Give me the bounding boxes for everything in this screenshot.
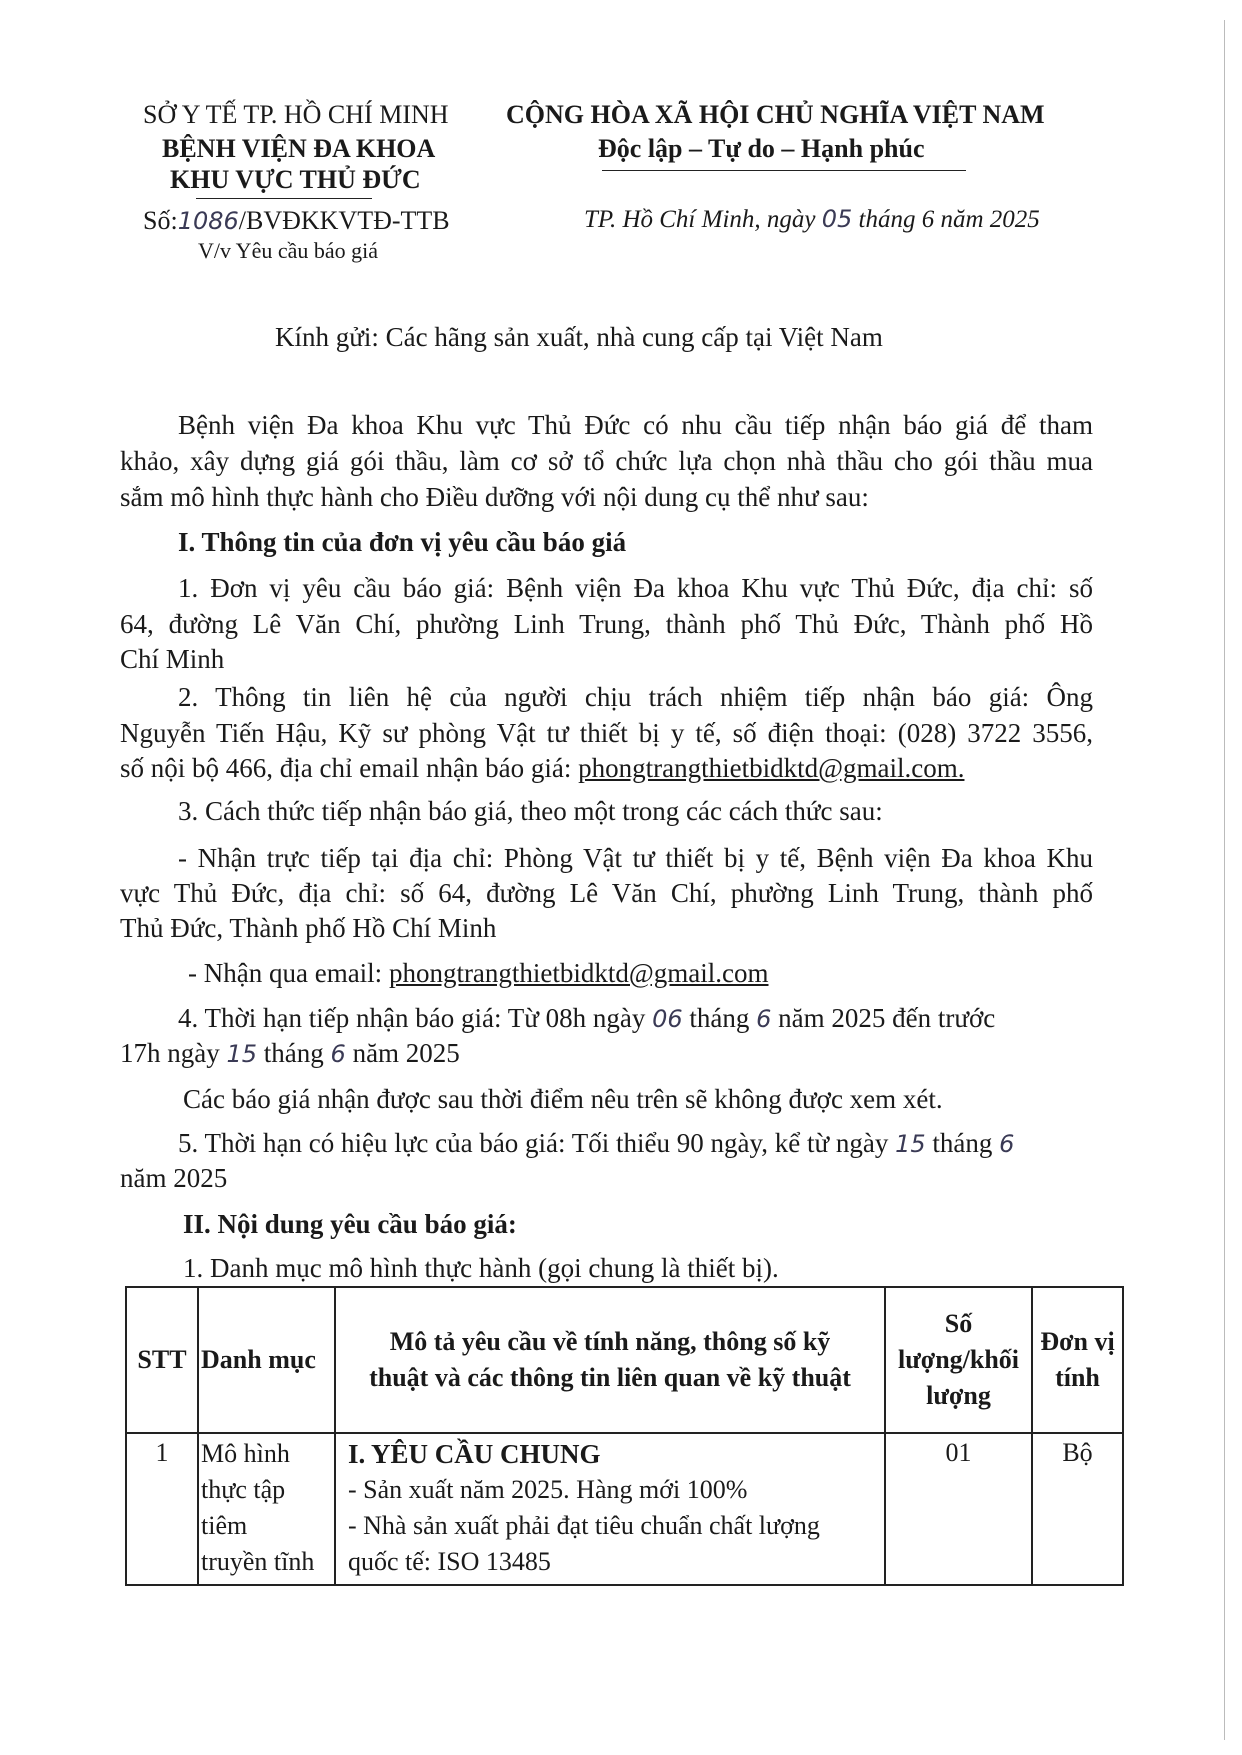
device-list-title: 1. Danh mục mô hình thực hành (gọi chung là thiết bị). bbox=[183, 1253, 779, 1283]
item-4-month-to: 6 bbox=[330, 1040, 346, 1068]
row-qty-value: 01 bbox=[945, 1438, 972, 1467]
item-1-line-1: 1. Đơn vị yêu cầu báo giá: Bệnh viện Đa khoa Khu vực Thủ Đức, địa chỉ: số bbox=[178, 573, 1093, 603]
table-row bbox=[126, 1433, 1123, 1585]
header-qty-line-2: lượng/khối bbox=[897, 1345, 1020, 1374]
header-qty-line-1: Số bbox=[944, 1309, 973, 1338]
intro-line-1: Bệnh viện Đa khoa Khu vực Thủ Đức có nhu cầu tiếp nhận báo giá để tham bbox=[178, 410, 1093, 440]
item-4-text-c: năm 2025 đến trước bbox=[778, 1003, 996, 1033]
item-3-direct-line-1: - Nhận trực tiếp tại địa chỉ: Phòng Vật tư thiết bị y tế, Bệnh viện Đa khoa Khu bbox=[178, 843, 1093, 873]
item-4-month-from: 6 bbox=[756, 1005, 772, 1033]
item-4-day-to: 15 bbox=[226, 1040, 258, 1068]
device-table bbox=[125, 1286, 1124, 1586]
row-name bbox=[198, 1433, 335, 1585]
item-4-text-d: 17h ngày bbox=[120, 1038, 220, 1068]
item-2-line-1: 2. Thông tin liên hệ của người chịu trách nhiệm tiếp nhận báo giá: Ông bbox=[178, 682, 1093, 712]
item-3-email-line bbox=[188, 958, 769, 989]
header-unit bbox=[1032, 1287, 1123, 1433]
header-unit-line-2: tính bbox=[1055, 1363, 1100, 1392]
section-1-title: I. Thông tin của đơn vị yêu cầu báo giá bbox=[178, 527, 627, 557]
row-desc-heading: I. YÊU CẦU CHUNG bbox=[348, 1439, 601, 1469]
table-header-row bbox=[126, 1287, 1123, 1433]
header-unit-line-1: Đơn vị bbox=[1040, 1327, 1115, 1356]
item-5-day: 15 bbox=[895, 1130, 926, 1158]
item-4-text-b: tháng bbox=[689, 1003, 750, 1033]
row-name-line-3: tiêm bbox=[201, 1511, 248, 1540]
item-3-title: 3. Cách thức tiếp nhận báo giá, theo một trong các cách thức sau: bbox=[178, 796, 883, 826]
item-5-line-2: năm 2025 bbox=[120, 1163, 228, 1193]
row-quantity bbox=[885, 1433, 1032, 1585]
item-4-line-1 bbox=[178, 1003, 995, 1034]
item-5-line-1 bbox=[178, 1128, 1014, 1159]
item-4-text-f: năm 2025 bbox=[352, 1038, 460, 1068]
item-1-line-3: Chí Minh bbox=[120, 644, 225, 674]
late-quote-note: Các báo giá nhận được sau thời điểm nêu trên sẽ không được xem xét. bbox=[183, 1084, 943, 1114]
document-number bbox=[143, 206, 450, 236]
row-name-line-1: Mô hình bbox=[201, 1439, 290, 1468]
item-1-line-2: 64, đường Lê Văn Chí, phường Linh Trung, thành phố Thủ Đức, Thành phố Hồ bbox=[120, 609, 1093, 639]
national-motto: Độc lập – Tự do – Hạnh phúc bbox=[598, 134, 925, 163]
intro-line-3: sắm mô hình thực hành cho Điều dưỡng với nội dung cụ thể như sau: bbox=[120, 482, 869, 512]
header-name bbox=[198, 1287, 335, 1433]
header-description bbox=[335, 1287, 885, 1433]
item-3-direct-line-3: Thủ Đức, Thành phố Hồ Chí Minh bbox=[120, 913, 497, 943]
header-name-label: Danh mục bbox=[201, 1345, 316, 1374]
item-3-email-prefix: - Nhận qua email: bbox=[188, 958, 383, 988]
row-desc-line-1: - Sản xuất năm 2025. Hàng mới 100% bbox=[348, 1475, 748, 1504]
row-desc-line-3: quốc tế: ISO 13485 bbox=[348, 1547, 551, 1576]
header-stt bbox=[126, 1287, 198, 1433]
row-desc-line-2: - Nhà sản xuất phải đạt tiêu chuẩn chất lượng bbox=[348, 1511, 820, 1540]
item-4-line-2 bbox=[120, 1038, 460, 1069]
document-date bbox=[584, 205, 1040, 234]
contact-email-link[interactable]: phongtrangthietbidktd@gmail.com. bbox=[578, 753, 965, 783]
item-2-line-2: Nguyễn Tiến Hậu, Kỹ sư phòng Vật tư thiết bị y tế, số điện thoại: (028) 3722 3556, bbox=[120, 718, 1093, 748]
republic-title: CỘNG HÒA XÃ HỘI CHỦ NGHĨA VIỆT NAM bbox=[506, 100, 1045, 129]
item-4-text-a: 4. Thời hạn tiếp nhận báo giá: Từ 08h ngày bbox=[178, 1003, 646, 1033]
intro-line-2: khảo, xây dựng giá gói thầu, làm cơ sở tổ chức lựa chọn nhà thầu cho gói thầu mua bbox=[120, 446, 1093, 476]
item-5-text-a: 5. Thời hạn có hiệu lực của báo giá: Tối thiểu 90 ngày, kể từ ngày bbox=[178, 1128, 889, 1158]
header-quantity bbox=[885, 1287, 1032, 1433]
date-day-handwritten: 05 bbox=[821, 205, 853, 233]
document-subject: V/v Yêu cầu báo giá bbox=[198, 238, 379, 263]
doc-number-prefix: Số: bbox=[143, 206, 178, 235]
header-qty-line-3: lượng bbox=[926, 1381, 991, 1410]
row-stt bbox=[126, 1433, 198, 1585]
row-unit bbox=[1032, 1433, 1123, 1585]
header-desc-line-1: Mô tả yêu cầu về tính năng, thông số kỹ bbox=[389, 1327, 831, 1356]
item-2-email-prefix: số nội bộ 466, địa chỉ email nhận báo giá: bbox=[120, 753, 572, 783]
item-5-month: 6 bbox=[999, 1130, 1015, 1158]
row-stt-value: 1 bbox=[155, 1438, 169, 1467]
left-header-rule bbox=[196, 198, 372, 199]
row-name-line-4: truyền tĩnh bbox=[201, 1547, 315, 1576]
right-header-rule bbox=[602, 170, 966, 171]
item-2-line-3 bbox=[120, 753, 964, 784]
salutation: Kính gửi: Các hãng sản xuất, nhà cung cấp tại Việt Nam bbox=[275, 322, 883, 352]
hospital-name-line2: KHU VỰC THỦ ĐỨC bbox=[170, 165, 421, 194]
item-3-direct-line-2: vực Thủ Đức, địa chỉ: số 64, đường Lê Văn Chí, phường Linh Trung, thành phố bbox=[120, 878, 1093, 908]
doc-number-suffix: /BVĐKKVTĐ-TTB bbox=[238, 206, 450, 235]
item-4-day-from: 06 bbox=[652, 1005, 683, 1033]
scan-edge-line bbox=[1224, 20, 1225, 1740]
section-2-title: II. Nội dung yêu cầu báo giá: bbox=[183, 1209, 517, 1239]
doc-number-handwritten: 1086 bbox=[177, 207, 239, 235]
receive-email-link[interactable]: phongtrangthietbidktd@gmail.com bbox=[388, 958, 769, 988]
row-description bbox=[335, 1433, 885, 1585]
header-stt-label: STT bbox=[137, 1345, 187, 1374]
date-prefix: TP. Hồ Chí Minh, ngày bbox=[584, 206, 816, 233]
row-name-line-2: thực tập bbox=[201, 1475, 286, 1504]
row-unit-value: Bộ bbox=[1062, 1438, 1093, 1467]
date-suffix: tháng 6 năm 2025 bbox=[858, 206, 1040, 233]
hospital-name-line1: BỆNH VIỆN ĐA KHOA bbox=[162, 134, 436, 163]
department-name: SỞ Y TẾ TP. HỒ CHÍ MINH bbox=[143, 100, 449, 129]
header-desc-line-2: thuật và các thông tin liên quan về kỹ thuật bbox=[369, 1363, 851, 1392]
item-5-text-b: tháng bbox=[932, 1128, 993, 1158]
item-4-text-e: tháng bbox=[263, 1038, 324, 1068]
